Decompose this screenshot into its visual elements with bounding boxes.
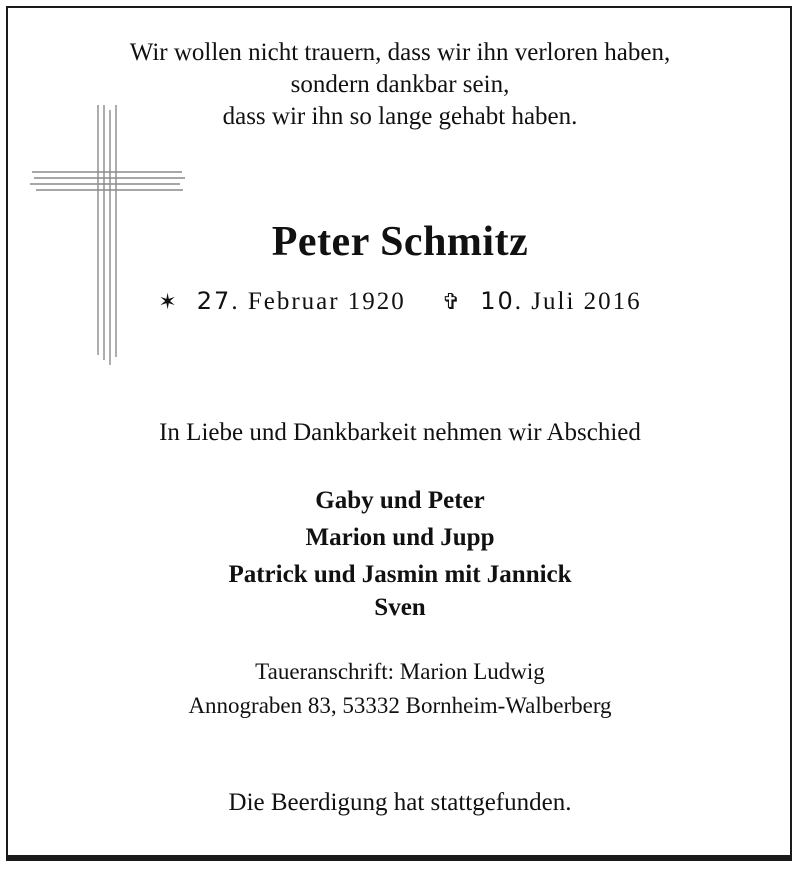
family-member: Sven (374, 594, 426, 621)
family-member: Marion und Jupp (305, 524, 495, 551)
death-date-rest: . Juli 2016 (514, 288, 642, 315)
address-line-1: Taueranschrift: Marion Ludwig (255, 659, 545, 684)
deceased-name: Peter Schmitz (271, 219, 529, 265)
birth-date-rest: . Februar 1920 (231, 288, 406, 315)
cross-death-icon: ✞ (441, 290, 463, 315)
family-member: Gaby und Peter (315, 487, 485, 514)
quote-line-2: sondern dankbar sein, (290, 71, 510, 98)
quote-line-3: dass wir ihn so lange gehabt haben. (222, 103, 578, 130)
funeral-note: Die Beerdigung hat stattgefunden. (228, 789, 572, 816)
quote-line-1: Wir wollen nicht trauern, dass wir ihn verloren haben, (129, 39, 671, 66)
address-line-2: Annograben 83, 53332 Bornheim-Walberberg (188, 693, 612, 718)
family-member: Patrick und Jasmin mit Jannick (228, 561, 572, 588)
death-day: 10 (480, 287, 515, 315)
farewell-text: In Liebe und Dankbarkeit nehmen wir Abschied (159, 419, 641, 446)
star-icon: ✶ (158, 290, 179, 315)
life-dates (0, 287, 800, 316)
birth-day: 27 (196, 287, 232, 315)
